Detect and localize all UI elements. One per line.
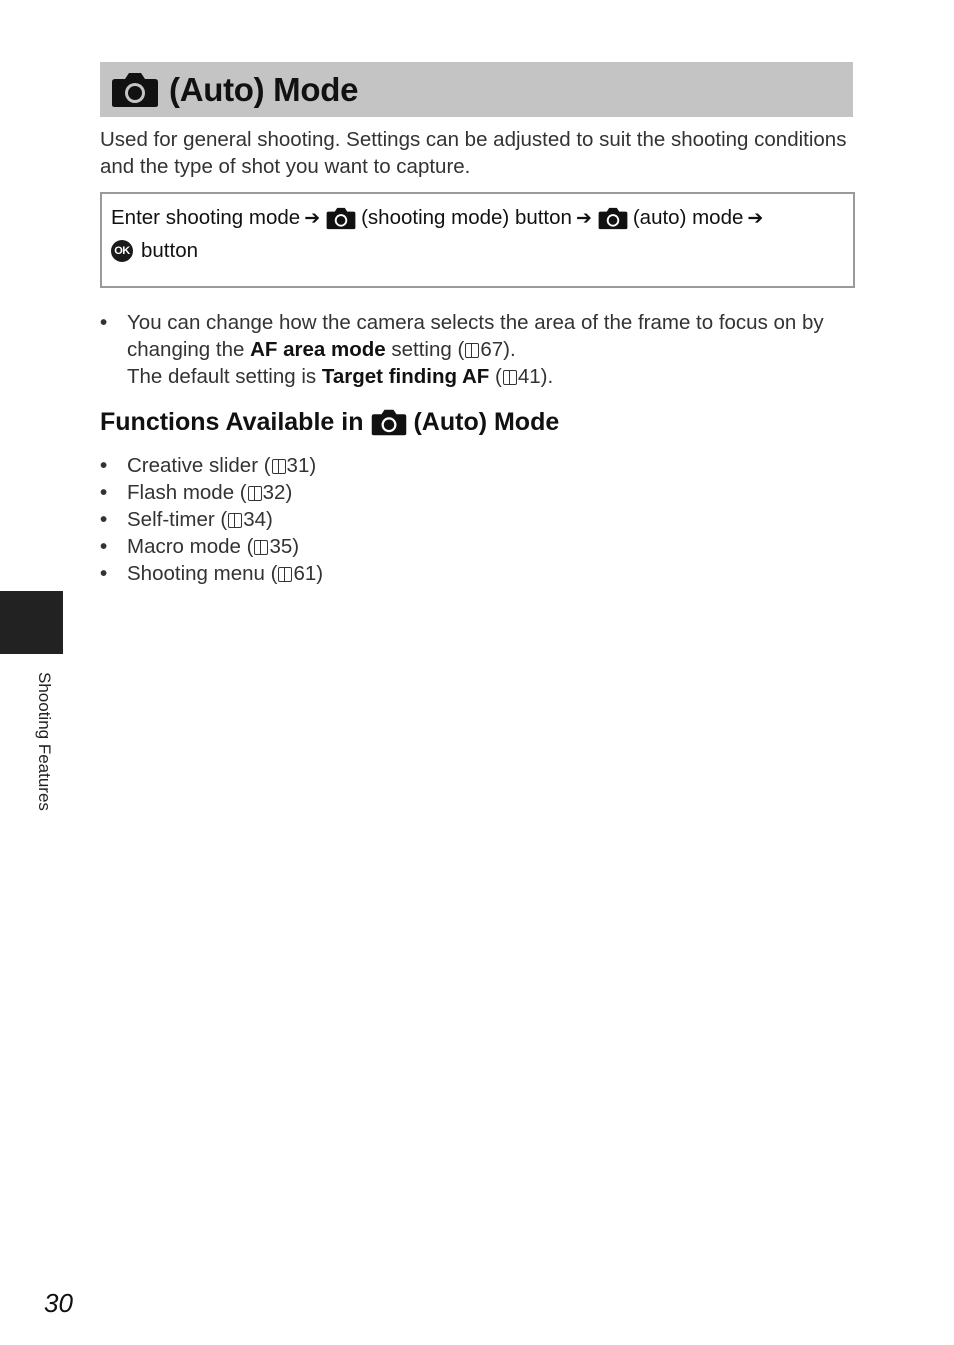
section-heading <box>100 408 559 437</box>
target-finding-af-term: Target finding AF <box>321 365 490 388</box>
list-item <box>100 560 600 587</box>
note-text: The default setting is <box>127 365 322 388</box>
procedure-step-2: (shooting mode) button <box>361 206 572 229</box>
page-ref: 35 <box>269 535 293 558</box>
af-area-mode-term: AF area mode <box>250 338 386 361</box>
chapter-tab <box>0 591 63 654</box>
af-note <box>100 309 860 390</box>
procedure-step-4: button <box>141 239 198 262</box>
camera-icon <box>598 207 628 230</box>
camera-icon <box>371 409 407 436</box>
bullet: • <box>100 454 108 477</box>
arrow-right-icon: ➔ <box>747 207 764 229</box>
bullet: • <box>100 508 108 531</box>
function-label: Shooting menu ( <box>127 562 278 585</box>
book-icon <box>248 486 262 501</box>
book-icon <box>254 540 268 555</box>
book-icon <box>228 513 242 528</box>
chapter-label: Shooting Features <box>35 672 54 811</box>
intro-paragraph: Used for general shooting. Settings can be adjusted to suit the shooting conditions and the type of shot you want to capture. <box>100 128 847 178</box>
function-label: Self-timer ( <box>127 508 228 531</box>
functions-list <box>100 452 600 587</box>
bullet: • <box>100 535 108 558</box>
function-label: ) <box>309 454 317 477</box>
function-label: Flash mode ( <box>127 481 247 504</box>
page-ref: 41 <box>517 365 541 388</box>
book-icon <box>272 459 286 474</box>
page-ref: 32 <box>262 481 286 504</box>
page-ref: 61 <box>293 562 317 585</box>
list-item <box>100 309 860 390</box>
note-text: ( <box>489 365 502 388</box>
function-label: ) <box>316 562 324 585</box>
page-number: 30 <box>44 1288 73 1318</box>
note-text: setting ( <box>385 338 465 361</box>
procedure-step-1: Enter shooting mode <box>111 206 301 229</box>
list-item <box>100 533 600 560</box>
arrow-right-icon: ➔ <box>304 207 321 229</box>
note-text: You can change how the camera selects the area of the frame to focus on by changing the <box>127 311 824 361</box>
page-ref: 31 <box>286 454 310 477</box>
bullet: • <box>100 562 108 585</box>
function-label: ) <box>266 508 273 531</box>
camera-icon <box>111 72 159 108</box>
bullet: • <box>100 481 108 504</box>
book-icon <box>465 343 479 358</box>
list-item <box>100 479 600 506</box>
page-ref: 67 <box>480 338 504 361</box>
function-label: Creative slider ( <box>127 454 271 477</box>
procedure-line-2 <box>111 239 198 263</box>
list-item <box>100 452 600 479</box>
note-text: ). <box>503 338 516 361</box>
camera-icon <box>326 207 356 230</box>
arrow-right-icon: ➔ <box>575 207 592 229</box>
page-title: (Auto) Mode <box>169 70 359 108</box>
section-heading-suffix: (Auto) Mode <box>413 408 560 436</box>
function-label: ) <box>292 535 300 558</box>
ok-button-icon: OK <box>111 240 133 262</box>
list-item <box>100 506 600 533</box>
title-bar <box>100 62 853 117</box>
book-icon <box>503 370 517 385</box>
procedure-line-1 <box>111 206 768 230</box>
section-heading-prefix: Functions Available in <box>100 408 364 436</box>
procedure-box <box>100 192 855 288</box>
function-label: Macro mode ( <box>127 535 254 558</box>
function-label: ) <box>285 481 293 504</box>
book-icon <box>278 567 292 582</box>
procedure-step-3: (auto) mode <box>632 206 744 229</box>
note-text: ). <box>540 365 554 388</box>
page-ref: 34 <box>243 508 267 531</box>
bullet: • <box>100 311 108 334</box>
